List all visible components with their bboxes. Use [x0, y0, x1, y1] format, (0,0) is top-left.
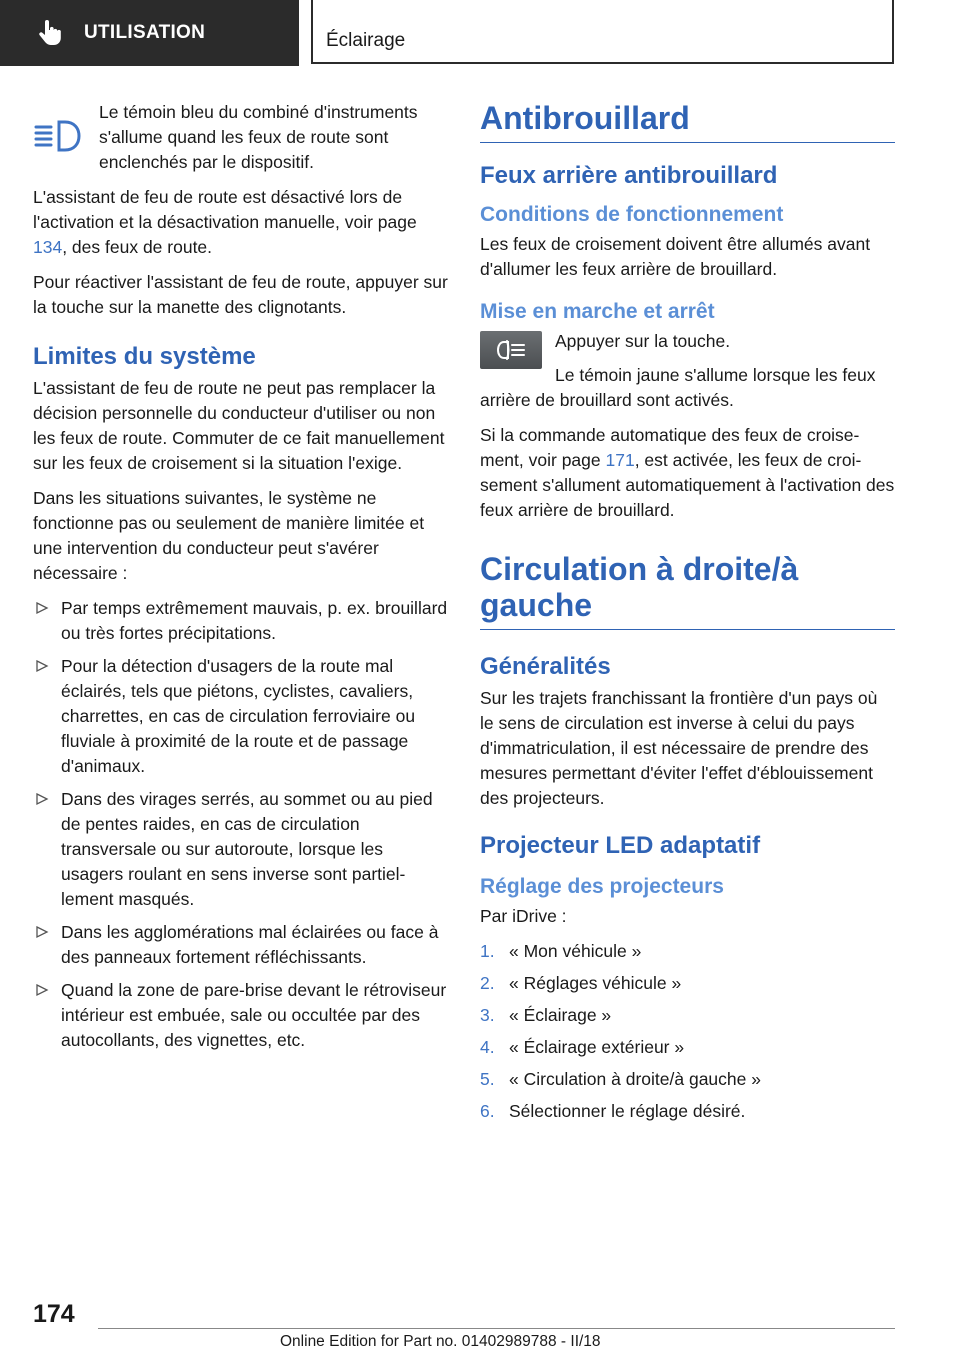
- adjust-headlights-heading: Réglage des projecteurs: [480, 875, 724, 898]
- conditions-heading: Conditions de fonctionnement: [480, 203, 784, 226]
- triangle-bullet-icon: [35, 983, 49, 997]
- triangle-bullet-icon: [35, 659, 49, 673]
- triangle-bullet-icon: [35, 925, 49, 939]
- footer-divider: [98, 1328, 895, 1329]
- auto-control-paragraph: Si la commande automatique des feux de croisement, voir page 171, est activée, les feux de croisement s'allument automatiquement à l'activation des feux arrière de brouillard.: [480, 425, 895, 520]
- list-item: Par temps extrêmement mauvais, p. ex. brouillard ou très fortes précipitations.: [33, 596, 448, 646]
- reactivation-paragraph: Pour réactiver l'assistant de feu de route, appuyer sur la touche sur la manette des clignotants.: [33, 272, 448, 317]
- list-item: 6. Sélectionner le réglage désiré.: [480, 1101, 746, 1121]
- page-ref-134[interactable]: 134: [33, 237, 63, 257]
- limits-paragraph: L'assistant de feu de route ne peut pas remplacer la décision personnelle du conducteur d'utiliser ou non les feux de route. Commuter de ce fait manuellement sur les feux de croisement si la situation l'exige.: [33, 378, 445, 473]
- high-beam-indicator-icon: [33, 118, 85, 154]
- steps-list: [480, 939, 895, 1124]
- press-text: Appuyer sur la touche.: [555, 331, 731, 351]
- indicator-text: Le témoin bleu du combiné d'instruments s'allume quand les feux de route sont enclenchés par le dispositif.: [99, 102, 418, 172]
- deactivation-paragraph: L'assistant de feu de route est désactivé lors de l'activation et la désactivation manuelle, voir page 134, des feux de route.: [33, 187, 417, 257]
- list-item: 2. « Réglages véhicule »: [480, 973, 682, 993]
- chapter-tab[interactable]: [0, 0, 299, 66]
- right-column: [480, 100, 895, 1131]
- list-item: Pour la détection d'usagers de la route mal éclairés, tels que piétons, cyclistes, cavaliers, charrettes, en cas de circulation ferroviaire ou fluviale à proximité de la route et de passage d'animaux.: [33, 654, 448, 779]
- limitations-list: [33, 596, 448, 1053]
- page-number: 174: [33, 1300, 75, 1328]
- list-item: 1. « Mon véhicule »: [480, 941, 642, 961]
- on-off-heading: Mise en marche et arrêt: [480, 300, 715, 323]
- list-item: Quand la zone de pare-brise devant le rétroviseur intérieur est embuée, sale ou occultée par des autocollants, des vignettes, etc.: [33, 978, 448, 1053]
- rear-fog-heading: Feux arrière antibrouillard: [480, 162, 778, 189]
- rear-fog-light-button-icon: [496, 339, 526, 361]
- left-column: [33, 100, 448, 1061]
- press-button-paragraph: [480, 329, 895, 371]
- conditions-paragraph: Les feux de croisement doivent être allumés avant d'allumer les feux arrière de brouillard.: [480, 234, 871, 279]
- section-label: Éclairage: [326, 30, 406, 51]
- edition-text: Online Edition for Part no. 01402989788 - II/18: [280, 1333, 601, 1350]
- system-limits-heading: Limites du système: [33, 343, 256, 370]
- triangle-bullet-icon: [35, 601, 49, 615]
- chapter-label: UTILISATION: [84, 22, 206, 43]
- fog-lights-heading: Antibrouillard: [480, 100, 895, 143]
- list-item: 3. « Éclairage »: [480, 1005, 612, 1025]
- rear-fog-light-button[interactable]: [480, 331, 542, 369]
- list-item: 4. « Éclairage extérieur »: [480, 1037, 685, 1057]
- page-ref-171[interactable]: 171: [605, 450, 635, 470]
- yellow-indicator-paragraph: Le témoin jaune s'allume lorsque les feux arrière de brouillard sont activés.: [480, 365, 876, 410]
- hand-pointer-icon: [38, 20, 62, 46]
- triangle-bullet-icon: [35, 792, 49, 806]
- idrive-paragraph: Par iDrive :: [480, 906, 567, 926]
- traffic-side-heading: Circulation à droite/à gauche: [480, 551, 895, 630]
- section-tab[interactable]: [311, 0, 894, 64]
- list-item: Dans les agglomérations mal éclairées ou face à des panneaux fortement réfléchissants.: [33, 920, 448, 970]
- general-heading: Généralités: [480, 653, 611, 680]
- adaptive-led-heading: Projecteur LED adaptatif: [480, 832, 761, 859]
- situations-paragraph: Dans les situations suivantes, le système ne fonctionne pas ou seulement de manière limitée et une intervention du conducteur peut s'avérer nécessaire :: [33, 488, 425, 583]
- indicator-paragraph: [33, 100, 448, 175]
- page-header: [0, 0, 960, 66]
- list-item: 5. « Circulation à droite/à gauche »: [480, 1069, 761, 1089]
- list-item: Dans des virages serrés, au sommet ou au pied de pentes raides, en cas de circulation transversale ou sur autoroute, lorsque les usagers roulant en sens inverse sont partiellement masqués.: [33, 787, 448, 912]
- general-paragraph: Sur les trajets franchissant la frontière d'un pays où le sens de circulation est inverse à celui du pays d'immatriculation, il est nécessaire de prendre des mesures permettant d'éviter l'effet d'éblouissement des projecteurs.: [480, 688, 878, 808]
